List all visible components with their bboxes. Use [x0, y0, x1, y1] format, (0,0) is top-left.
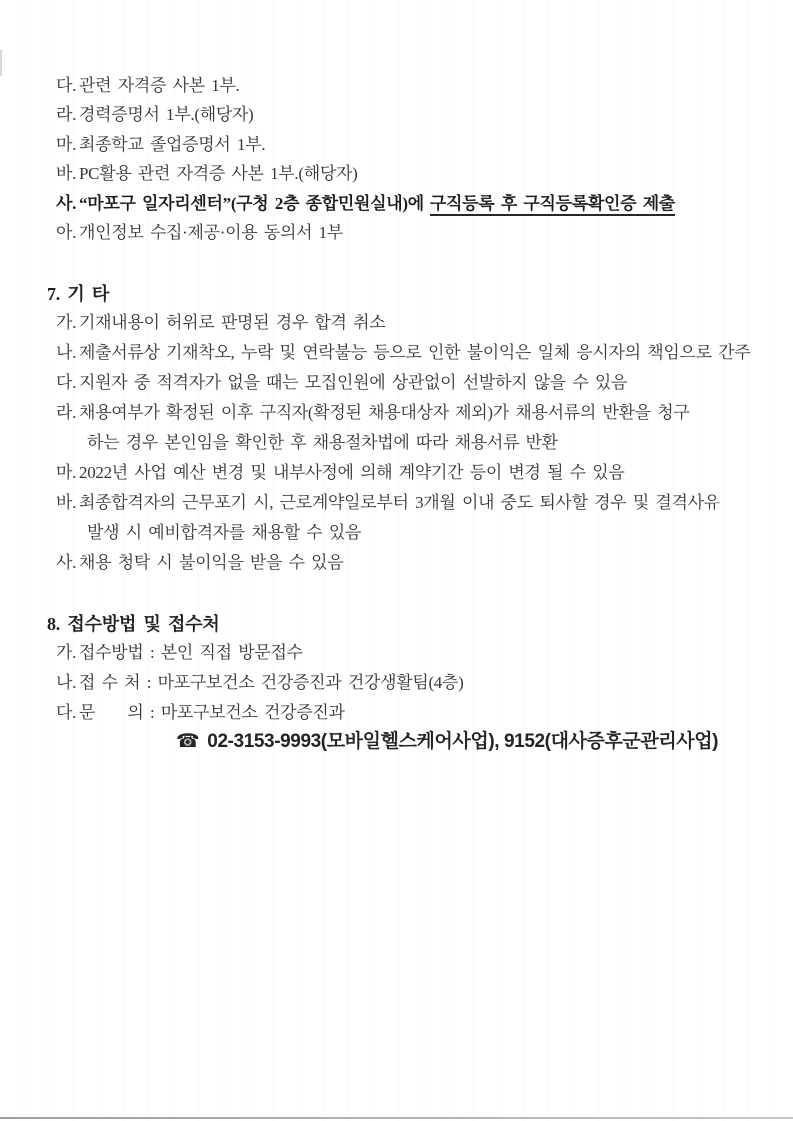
list-item — [0, 130, 793, 159]
item-label: 마. — [56, 463, 77, 482]
item-text: PC활용 관련 자격증 사본 1부.(해당자) — [79, 164, 358, 184]
item-label: 나. — [56, 343, 77, 362]
list-item — [0, 548, 793, 578]
list-item — [0, 698, 793, 728]
list-item — [0, 100, 793, 129]
list-item — [0, 458, 793, 488]
item-text: 제출서류상 기재착오, 누락 및 연락불능 등으로 인한 불이익은 일체 응시자의 책임으로 간주 — [79, 343, 751, 362]
scan-artifact-left-edge — [0, 50, 2, 76]
item-text: 발생 시 예비합격자를 채용할 수 있음 — [87, 523, 362, 542]
item-text: 개인정보 수집·제공·이용 동의서 1부 — [79, 223, 343, 243]
item-label: 라. — [56, 403, 77, 422]
list-item — [0, 368, 793, 398]
list-item-job-registration — [0, 189, 793, 218]
item-label: 가. — [56, 313, 77, 332]
phone-icon: ☎ — [176, 731, 200, 752]
item-label: 다. — [56, 373, 77, 392]
item-label: 사. — [56, 193, 77, 213]
item-label: 나. — [56, 673, 77, 692]
phone-numbers: 02-3153-9993(모바일헬스케어사업), 9152(대사증후군관리사업) — [207, 731, 719, 752]
item-text: 접수방법 : 본인 직접 방문접수 — [79, 643, 303, 662]
item-label: 다. — [56, 76, 77, 95]
attachment-list — [0, 71, 793, 247]
list-item — [0, 218, 793, 247]
item-text: 2022년 사업 예산 변경 및 내부사정에 의해 계약기간 등이 변경 될 수 있음 — [79, 463, 625, 482]
item-text: 문 의 : 마포구보건소 건강증진과 — [79, 703, 345, 722]
item-label: 바. — [56, 164, 77, 184]
item-text: 경력증명서 1부.(해당자) — [79, 105, 254, 125]
list-item — [0, 71, 793, 100]
item-label: 가. — [56, 643, 77, 662]
item-label: 라. — [56, 105, 77, 125]
list-item-continuation — [0, 428, 793, 458]
item-text: 최종합격자의 근무포기 시, 근로계약일로부터 3개월 이내 중도 퇴사할 경우 및 결격사유 — [79, 493, 720, 512]
item-label: 바. — [56, 493, 77, 512]
list-item — [0, 159, 793, 188]
list-item-continuation — [0, 518, 793, 548]
section-etc — [0, 280, 793, 578]
contact-phone-line — [176, 727, 718, 757]
item-label: 마. — [56, 134, 77, 154]
item-text: 접 수 처 : 마포구보건소 건강증진과 건강생활팀(4층) — [79, 673, 464, 692]
list-item — [0, 338, 793, 368]
item-text: 채용 청탁 시 불이익을 받을 수 있음 — [79, 553, 344, 572]
section-application — [0, 610, 793, 728]
item-text: “마포구 일자리센터”(구청 2층 종합민원실내)에 — [79, 193, 424, 213]
item-text-underlined: 구직등록 후 구직등록확인증 제출 — [430, 194, 675, 216]
item-text: 채용여부가 확정된 이후 구직자(확정된 채용대상자 제외)가 채용서류의 반환을 청구 — [79, 403, 690, 422]
section-heading: 8. 접수방법 및 접수처 — [47, 614, 220, 634]
item-text: 관련 자격증 사본 1부. — [79, 76, 240, 95]
item-text: 최종학교 졸업증명서 1부. — [79, 134, 266, 154]
list-item — [0, 638, 793, 668]
item-text: 지원자 중 적격자가 없을 때는 모집인원에 상관없이 선발하지 않을 수 있음 — [79, 373, 628, 392]
list-item — [0, 398, 793, 428]
list-item — [0, 668, 793, 698]
item-text: 기재내용이 허위로 판명된 경우 합격 취소 — [79, 313, 386, 332]
section-heading: 7. 기 타 — [47, 284, 110, 304]
item-label: 다. — [56, 703, 77, 722]
item-label: 사. — [56, 553, 77, 572]
list-item — [0, 308, 793, 338]
item-text: 하는 경우 본인임을 확인한 후 채용절차법에 따라 채용서류 반환 — [87, 433, 558, 452]
list-item — [0, 488, 793, 518]
scan-artifact-bottom-edge — [0, 1117, 793, 1119]
item-label: 아. — [56, 223, 77, 243]
